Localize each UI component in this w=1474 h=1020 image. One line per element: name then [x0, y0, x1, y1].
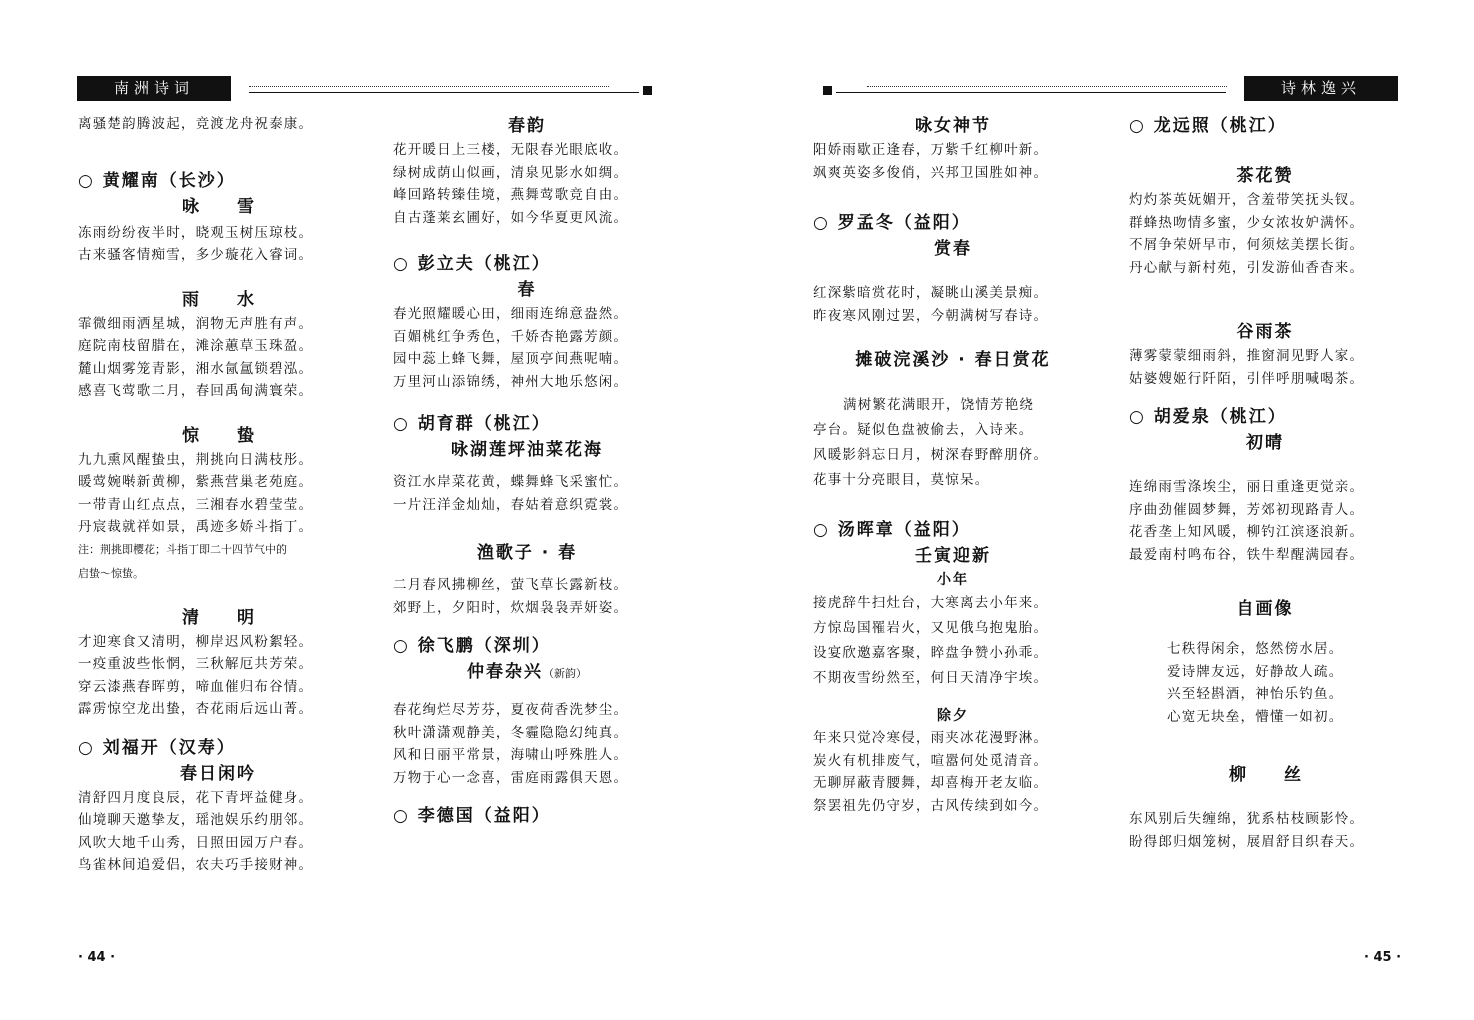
poem-line: 霹雳惊空龙出蛰，杏花雨后远山菁。	[78, 701, 314, 717]
poem-line: 百媚桃红争秀色，千娇杏艳露芳颜。	[393, 328, 629, 345]
poem-line: 盼得郎归烟笼树，展眉舒目织春天。	[1129, 833, 1365, 850]
poem-title: 咏湖莲坪油菜花海	[451, 440, 603, 460]
author-heading: ○ 汤晖章（益阳）	[813, 520, 971, 540]
poem-note-line: 启蛰～惊蛰。	[78, 566, 144, 580]
poem-subtitle: 除夕	[937, 708, 969, 724]
poem-line: 花事十分亮眼目，莫惊呆。	[813, 472, 990, 488]
poem-title: 茶花赞	[1236, 166, 1294, 186]
poem-title: 春韵	[508, 116, 546, 136]
poem-line: 昨夜寒风刚过罢，今朝满树写春诗。	[813, 307, 1049, 324]
poem-line: 绿树成荫山似画，清泉见影水如绸。	[393, 164, 629, 181]
header-square-marker	[823, 86, 832, 95]
poem-line: 风和日丽平常景，海啸山呼殊胜人。	[393, 747, 629, 763]
poem-line: 感喜飞莺歌二月，春回禹甸满寰荣。	[78, 383, 314, 399]
author-heading: ○ 龙远照（桃江）	[1129, 116, 1287, 136]
poem-line: 资江水岸菜花黄，蝶舞蜂飞采蜜忙。	[393, 474, 629, 490]
poem-line: 兴至轻斟酒，神怡乐钓鱼。	[1167, 686, 1344, 702]
poem-note-line: 注：荆挑即樱花；斗指丁即二十四节气中的	[78, 542, 287, 556]
poem-line: 设宴欣邀嘉客聚，睟盘争赞小孙乖。	[813, 645, 1049, 661]
poem-line: 姑婆嫂姬行阡陌，引伴呼朋喊喝茶。	[1129, 370, 1365, 387]
header-rule	[836, 92, 1226, 93]
page-number: · 45 ·	[1364, 950, 1402, 965]
poem-title: 柳 丝	[1229, 765, 1317, 785]
poem-line: 连绵雨雪涤埃尘，丽日重逢更觉亲。	[1129, 479, 1365, 495]
poem-line: 一带青山红点点，三湘春水碧莹莹。	[78, 496, 314, 513]
poem-line: 不屑争荣妍早市，何须炫美摆长街。	[1129, 237, 1365, 253]
poem-line: 春花绚烂尽芳芬，夏夜荷香洗梦尘。	[393, 702, 629, 718]
author-heading: ○ 李德国（益阳）	[393, 806, 551, 826]
poem-line: 万里河山添锦绣，神州大地乐悠闲。	[393, 373, 629, 390]
poem-title: 春	[517, 280, 537, 300]
poem-title-note: （新韵）	[543, 667, 587, 680]
poem-line: 飒爽英姿多俊俏，兴邦卫国胜如神。	[813, 164, 1049, 181]
right-header-label: 诗林逸兴	[1244, 76, 1398, 101]
poem-title: 谷雨茶	[1236, 322, 1294, 342]
poem-title: 惊 蛰	[182, 425, 270, 446]
right-page	[737, 0, 1474, 1020]
poem-line: 秋叶潇潇观静美，冬霾隐隐幻纯真。	[393, 724, 629, 741]
poem-title: 壬寅迎新	[915, 546, 991, 566]
poem-line: 薄雾蒙蒙细雨斜，推窗洞见野人家。	[1129, 348, 1365, 364]
poem-line: 红深紫暗赏花时，凝眺山溪美景痴。	[813, 285, 1049, 301]
author-heading: ○ 彭立夫（桃江）	[393, 254, 551, 274]
poem-note	[78, 539, 358, 585]
author-heading: ○ 胡育群（桃江）	[393, 414, 551, 434]
poem-line: 花开暖日上三楼，无限春光眼底收。	[393, 142, 629, 158]
poem-title: 摊破浣溪沙 · 春日赏花	[855, 350, 1051, 370]
poem-line: 炭火有机排废气，喧嚣何处觅清音。	[813, 752, 1049, 769]
poem-title: 春日闲吟	[180, 763, 256, 784]
poem-title: 咏女神节	[915, 116, 991, 136]
poem-line: 接虎辞牛扫灶台，大寒离去小年来。	[813, 595, 1049, 611]
poem-line: 最爱南村鸣布谷，铁牛犁醒满园春。	[1129, 546, 1365, 563]
author-heading: ○ 胡爱泉（桃江）	[1129, 407, 1287, 427]
poem-subtitle: 小年	[937, 572, 969, 588]
poem-line: 霏微细雨洒星城，润物无声胜有声。	[78, 315, 314, 332]
poem-line: 园中蕊上蜂飞舞，屋顶亭间燕呢喃。	[393, 351, 629, 367]
header-dotted-rule	[867, 86, 1227, 87]
poem-line: 灼灼茶英妩媚开，含羞带笑抚头钗。	[1129, 192, 1365, 208]
poem-line: 祭罢祖先仍守岁，古风传续到如今。	[813, 797, 1049, 814]
header-square-marker	[643, 86, 652, 95]
poem-line: 心宽无块垒，懵懂一如初。	[1167, 708, 1344, 725]
poem-line: 满树繁花满眼开，饶情芳艳绕	[843, 397, 1035, 413]
right-column-1	[813, 113, 1093, 817]
poem-line: 一疫重波些怅惘，三秋解厄共芳荣。	[78, 656, 314, 672]
poem-line: 峰回路转臻佳境，燕舞莺歌竞自由。	[393, 187, 629, 203]
poem-line: 方惊岛国罹岩火，又见俄乌抱鬼胎。	[813, 620, 1049, 636]
poem-title: 赏春	[934, 239, 972, 259]
poem-line: 亭台。疑似色盘被偷去，入诗来。	[813, 422, 1034, 438]
poem-line: 花香垄上知风暖，柳钓江滨逐浪新。	[1129, 524, 1365, 540]
poem-title: 清 明	[182, 607, 270, 628]
poem-title: 自画像	[1236, 599, 1294, 619]
header-rule	[249, 92, 639, 93]
left-header-label: 南洲诗词	[77, 76, 231, 101]
poem-title-text: 仲春杂兴	[467, 662, 543, 682]
poem-line: 群蜂热吻情多蜜，少女浓妆妒满怀。	[1129, 214, 1365, 231]
poem-line: 清舒四月度良辰，花下青坪益健身。	[78, 789, 314, 806]
poem-line: 古来骚客情痴雪，多少璇花入睿词。	[78, 247, 314, 263]
author-heading: ○ 徐飞鹏（深圳）	[393, 636, 551, 656]
poem-line: 一片汪洋金灿灿，春姑着意织霓裳。	[393, 496, 629, 513]
left-column-1	[78, 113, 358, 877]
left-column-2	[393, 113, 661, 829]
poem-line: 九九熏风醒蛰虫，荆挑向日满枝彤。	[78, 451, 314, 468]
poem-line: 风暖影斜忘日月，树深春野醉朋侪。	[813, 447, 1049, 463]
poem-line: 丹宸裁就祥如景，禹迹多娇斗指丁。	[78, 519, 314, 535]
poem-title	[393, 659, 661, 687]
poem-line: 冻雨纷纷夜半时，晓观玉树压琼枝。	[78, 224, 314, 241]
poem-line: 序曲劲催圆梦舞，芳郊初现路青人。	[1129, 501, 1365, 518]
poem-line: 二月春风拂柳丝，萤飞草长露新枝。	[393, 577, 629, 593]
poem-line: 丹心献与新村苑，引发游仙香杳来。	[1129, 259, 1365, 276]
poem-title: 初晴	[1246, 433, 1284, 453]
poem-line: 郊野上，夕阳时，炊烟袅袅弄妍姿。	[393, 599, 629, 616]
poem-title: 渔歌子 · 春	[476, 543, 578, 563]
poem-line: 无聊屏蔽青腰舞，却喜梅开老友临。	[813, 775, 1049, 791]
poem-line: 仙境聊天邀挚友，瑶池娱乐约朋邻。	[78, 812, 314, 828]
author-heading: ○ 刘福开（汉寿）	[78, 737, 236, 758]
author-heading: ○ 罗孟冬（益阳）	[813, 213, 971, 233]
poem-line: 自古蓬莱玄圃好，如今华夏更风流。	[393, 209, 629, 226]
poem-line: 麓山烟雾笼青影，湘水氤氲锁碧泓。	[78, 360, 314, 377]
poem-line: 春光照耀暖心田，细雨连绵意盎然。	[393, 306, 629, 322]
poem-line: 爱诗牌友远，好静故人疏。	[1167, 663, 1344, 680]
poem-line: 不期夜雪纷然至，何日天清净宇埃。	[813, 670, 1049, 686]
header-dotted-rule	[249, 86, 609, 87]
poem-line: 庭院南枝留腊在，滩涂蕙草玉珠盈。	[78, 338, 314, 354]
author-heading: ○ 黄耀南（长沙）	[78, 170, 236, 191]
poem-line: 东风别后失缠绵，犹系枯枝顾影怜。	[1129, 811, 1365, 827]
right-column-2	[1129, 113, 1401, 853]
poem-line: 才迎寒食又清明，柳岸迟风粉絮轻。	[78, 633, 314, 650]
poem-line: 七秩得闲余，悠然傍水居。	[1167, 641, 1344, 657]
poem-line: 风吹大地千山秀，日照田园万户春。	[78, 834, 314, 851]
poem-line: 阳娇雨歇正逢春，万紫千红柳叶新。	[813, 142, 1049, 158]
poem-line: 万物于心一念喜，雷庭雨露俱天恩。	[393, 769, 629, 786]
poem-line: 鸟雀林间追爱侣，农夫巧手接财神。	[78, 857, 314, 873]
poem-title: 雨 水	[182, 289, 270, 310]
poem-line: 年来只觉冷寒侵，雨夹冰花漫野淋。	[813, 730, 1049, 746]
poem-title: 咏 雪	[182, 196, 270, 217]
page-number: · 44 ·	[78, 950, 116, 965]
poem-line: 穿云漆燕春晖剪，啼血催归布谷情。	[78, 678, 314, 695]
intro-line: 离骚楚韵腾波起，竞渡龙舟祝泰康。	[78, 116, 314, 132]
poem-line: 暖莺婉啭新黄柳，紫燕营巢老苑庭。	[78, 474, 314, 490]
